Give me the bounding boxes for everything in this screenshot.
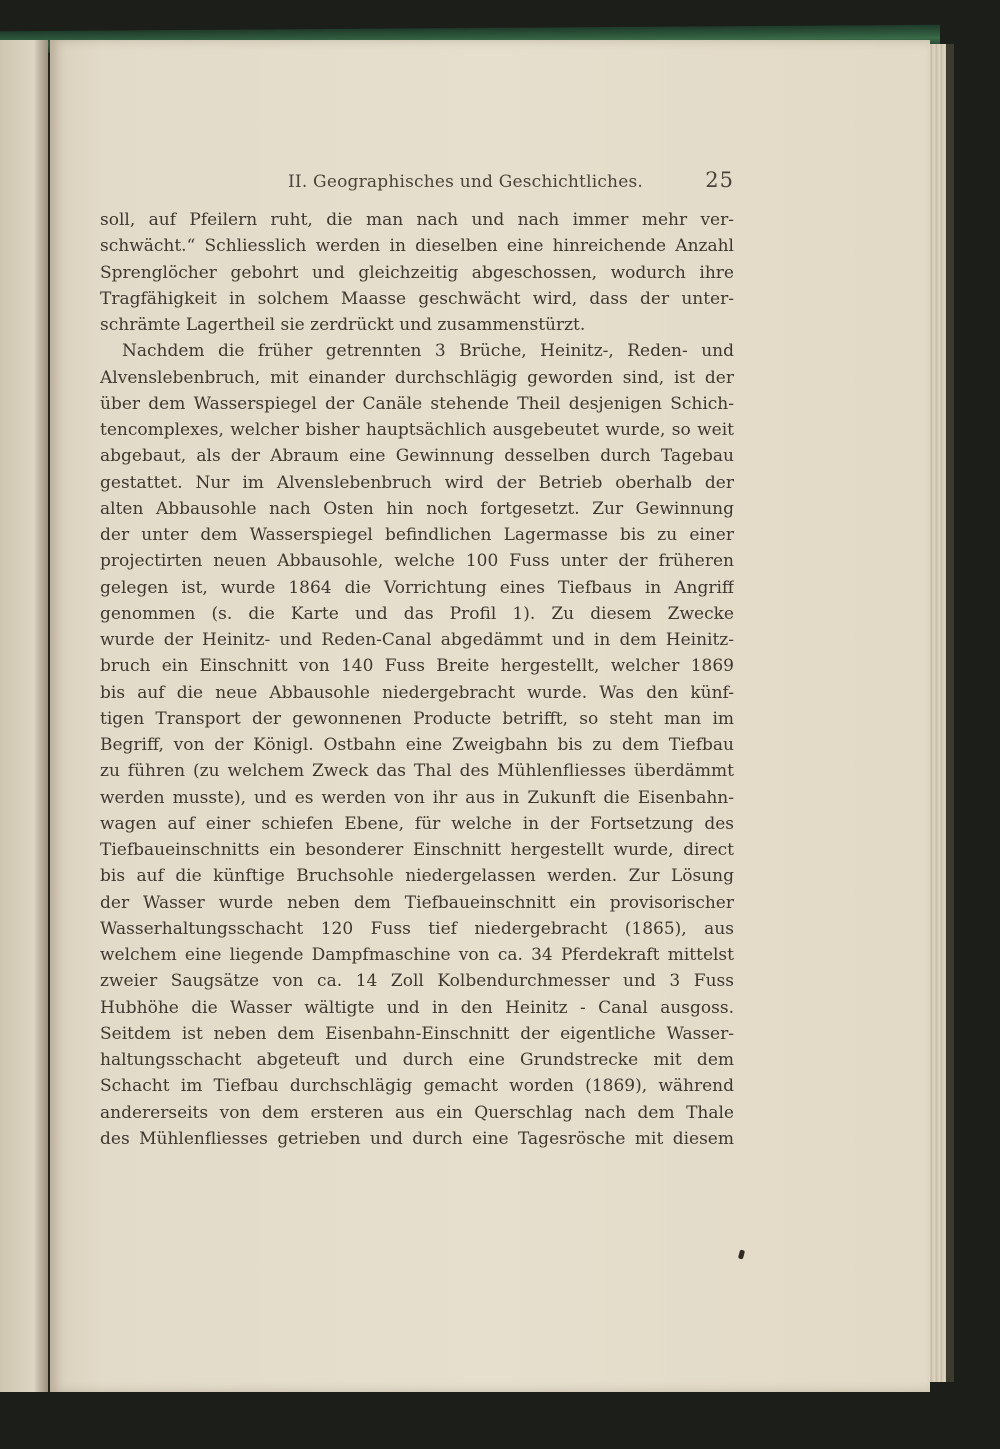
cover-back-edge	[946, 44, 954, 1382]
running-title: II. Geographisches und Geschichtliches.	[288, 172, 643, 192]
text-line: zweier Saugsätze von ca. 14 Zoll Kolbendurchmesser und 3 Fuss	[100, 971, 734, 992]
text-line: Hubhöhe die Wasser wältigte und in den Heinitz - Canal ausgoss.	[100, 997, 734, 1018]
text-line: bis auf die künftige Bruchsohle niedergelassen werden. Zur Lösung	[100, 866, 734, 887]
text-line: Begriff, von der Königl. Ostbahn eine Zweigbahn bis zu dem Tiefbau	[100, 735, 734, 755]
text-line: bis auf die neue Abbausohle niedergebracht wurde. Was den künf-	[100, 682, 734, 703]
text-line: Sprenglöcher gebohrt und gleichzeitig abgeschossen, wodurch ihre	[100, 262, 734, 283]
text-line: projectirten neuen Abbausohle, welche 100 Fuss unter der früheren	[100, 551, 734, 572]
text-line: Tiefbaueinschnitts ein besonderer Einschnitt hergestellt wurde, direct	[100, 840, 734, 860]
text-line: wurde der Heinitz- und Reden-Canal abgedämmt und in dem Heinitz-	[100, 630, 734, 650]
text-line: gestattet. Nur im Alvenslebenbruch wird der Betrieb oberhalb der	[100, 472, 734, 493]
page-number: 25	[705, 168, 734, 192]
body-text	[100, 207, 734, 1152]
text-line: schwächt.“ Schliesslich werden in dieselben eine hinreichende Anzahl	[100, 236, 734, 257]
text-line: genommen (s. die Karte und das Profil 1). Zu diesem Zwecke	[100, 603, 734, 624]
text-line: soll, auf Pfeilern ruht, die man nach und nach immer mehr ver-	[100, 210, 734, 230]
text-line: des Mühlenfliesses getrieben und durch eine Tagesrösche mit diesem	[100, 1128, 734, 1149]
text-line: tencomplexes, welcher bisher hauptsächlich ausgebeutet wurde, so weit	[100, 420, 734, 440]
text-line: abgebaut, als der Abraum eine Gewinnung desselben durch Tagebau	[100, 446, 734, 467]
text-line: Alvenslebenbruch, mit einander durchschlägig geworden sind, ist der	[100, 367, 734, 388]
text-line: der unter dem Wasserspiegel befindlichen Lagermasse bis zu einer	[100, 525, 734, 545]
text-line: gelegen ist, wurde 1864 die Vorrichtung eines Tiefbaus in Angriff	[100, 577, 734, 598]
text-line: über dem Wasserspiegel der Canäle stehende Theil desjenigen Schich-	[100, 393, 734, 414]
text-line: alten Abbausohle nach Osten hin noch fortgesetzt. Zur Gewinnung	[100, 498, 734, 519]
text-line: bruch ein Einschnitt von 140 Fuss Breite hergestellt, welcher 1869	[100, 656, 734, 677]
text-line: zu führen (zu welchem Zweck das Thal des Mühlenfliesses überdämmt	[100, 761, 734, 782]
text-line: haltungsschacht abgeteuft und durch eine Grundstrecke mit dem	[100, 1050, 734, 1070]
text-line: tigen Transport der gewonnenen Producte betrifft, so steht man im	[100, 708, 734, 729]
text-line: Nachdem die früher getrennten 3 Brüche, Heinitz-, Reden- und	[122, 341, 734, 362]
text-line: werden musste), und es werden von ihr aus in Zukunft die Eisenbahn-	[100, 787, 734, 808]
text-line: Schacht im Tiefbau durchschlägig gemacht worden (1869), während	[100, 1076, 734, 1097]
text-line: Wasserhaltungsschacht 120 Fuss tief niedergebracht (1865), aus	[100, 918, 734, 939]
text-line: wagen auf einer schiefen Ebene, für welche in der Fortsetzung des	[100, 813, 734, 834]
page-header	[100, 168, 734, 198]
text-line: schrämte Lagertheil sie zerdrückt und zusammenstürzt.	[100, 315, 586, 335]
text-line: welchem eine liegende Dampfmaschine von ca. 34 Pferdekraft mittelst	[100, 945, 734, 965]
text-line: Seitdem ist neben dem Eisenbahn-Einschnitt der eigentliche Wasser-	[100, 1023, 734, 1044]
scan-background	[0, 1392, 1000, 1449]
text-line: Tragfähigkeit in solchem Maasse geschwächt wird, dass der unter-	[100, 288, 734, 309]
text-line: andererseits von dem ersteren aus ein Querschlag nach dem Thale	[100, 1102, 734, 1123]
text-line: der Wasser wurde neben dem Tiefbaueinschnitt ein provisorischer	[100, 892, 734, 913]
